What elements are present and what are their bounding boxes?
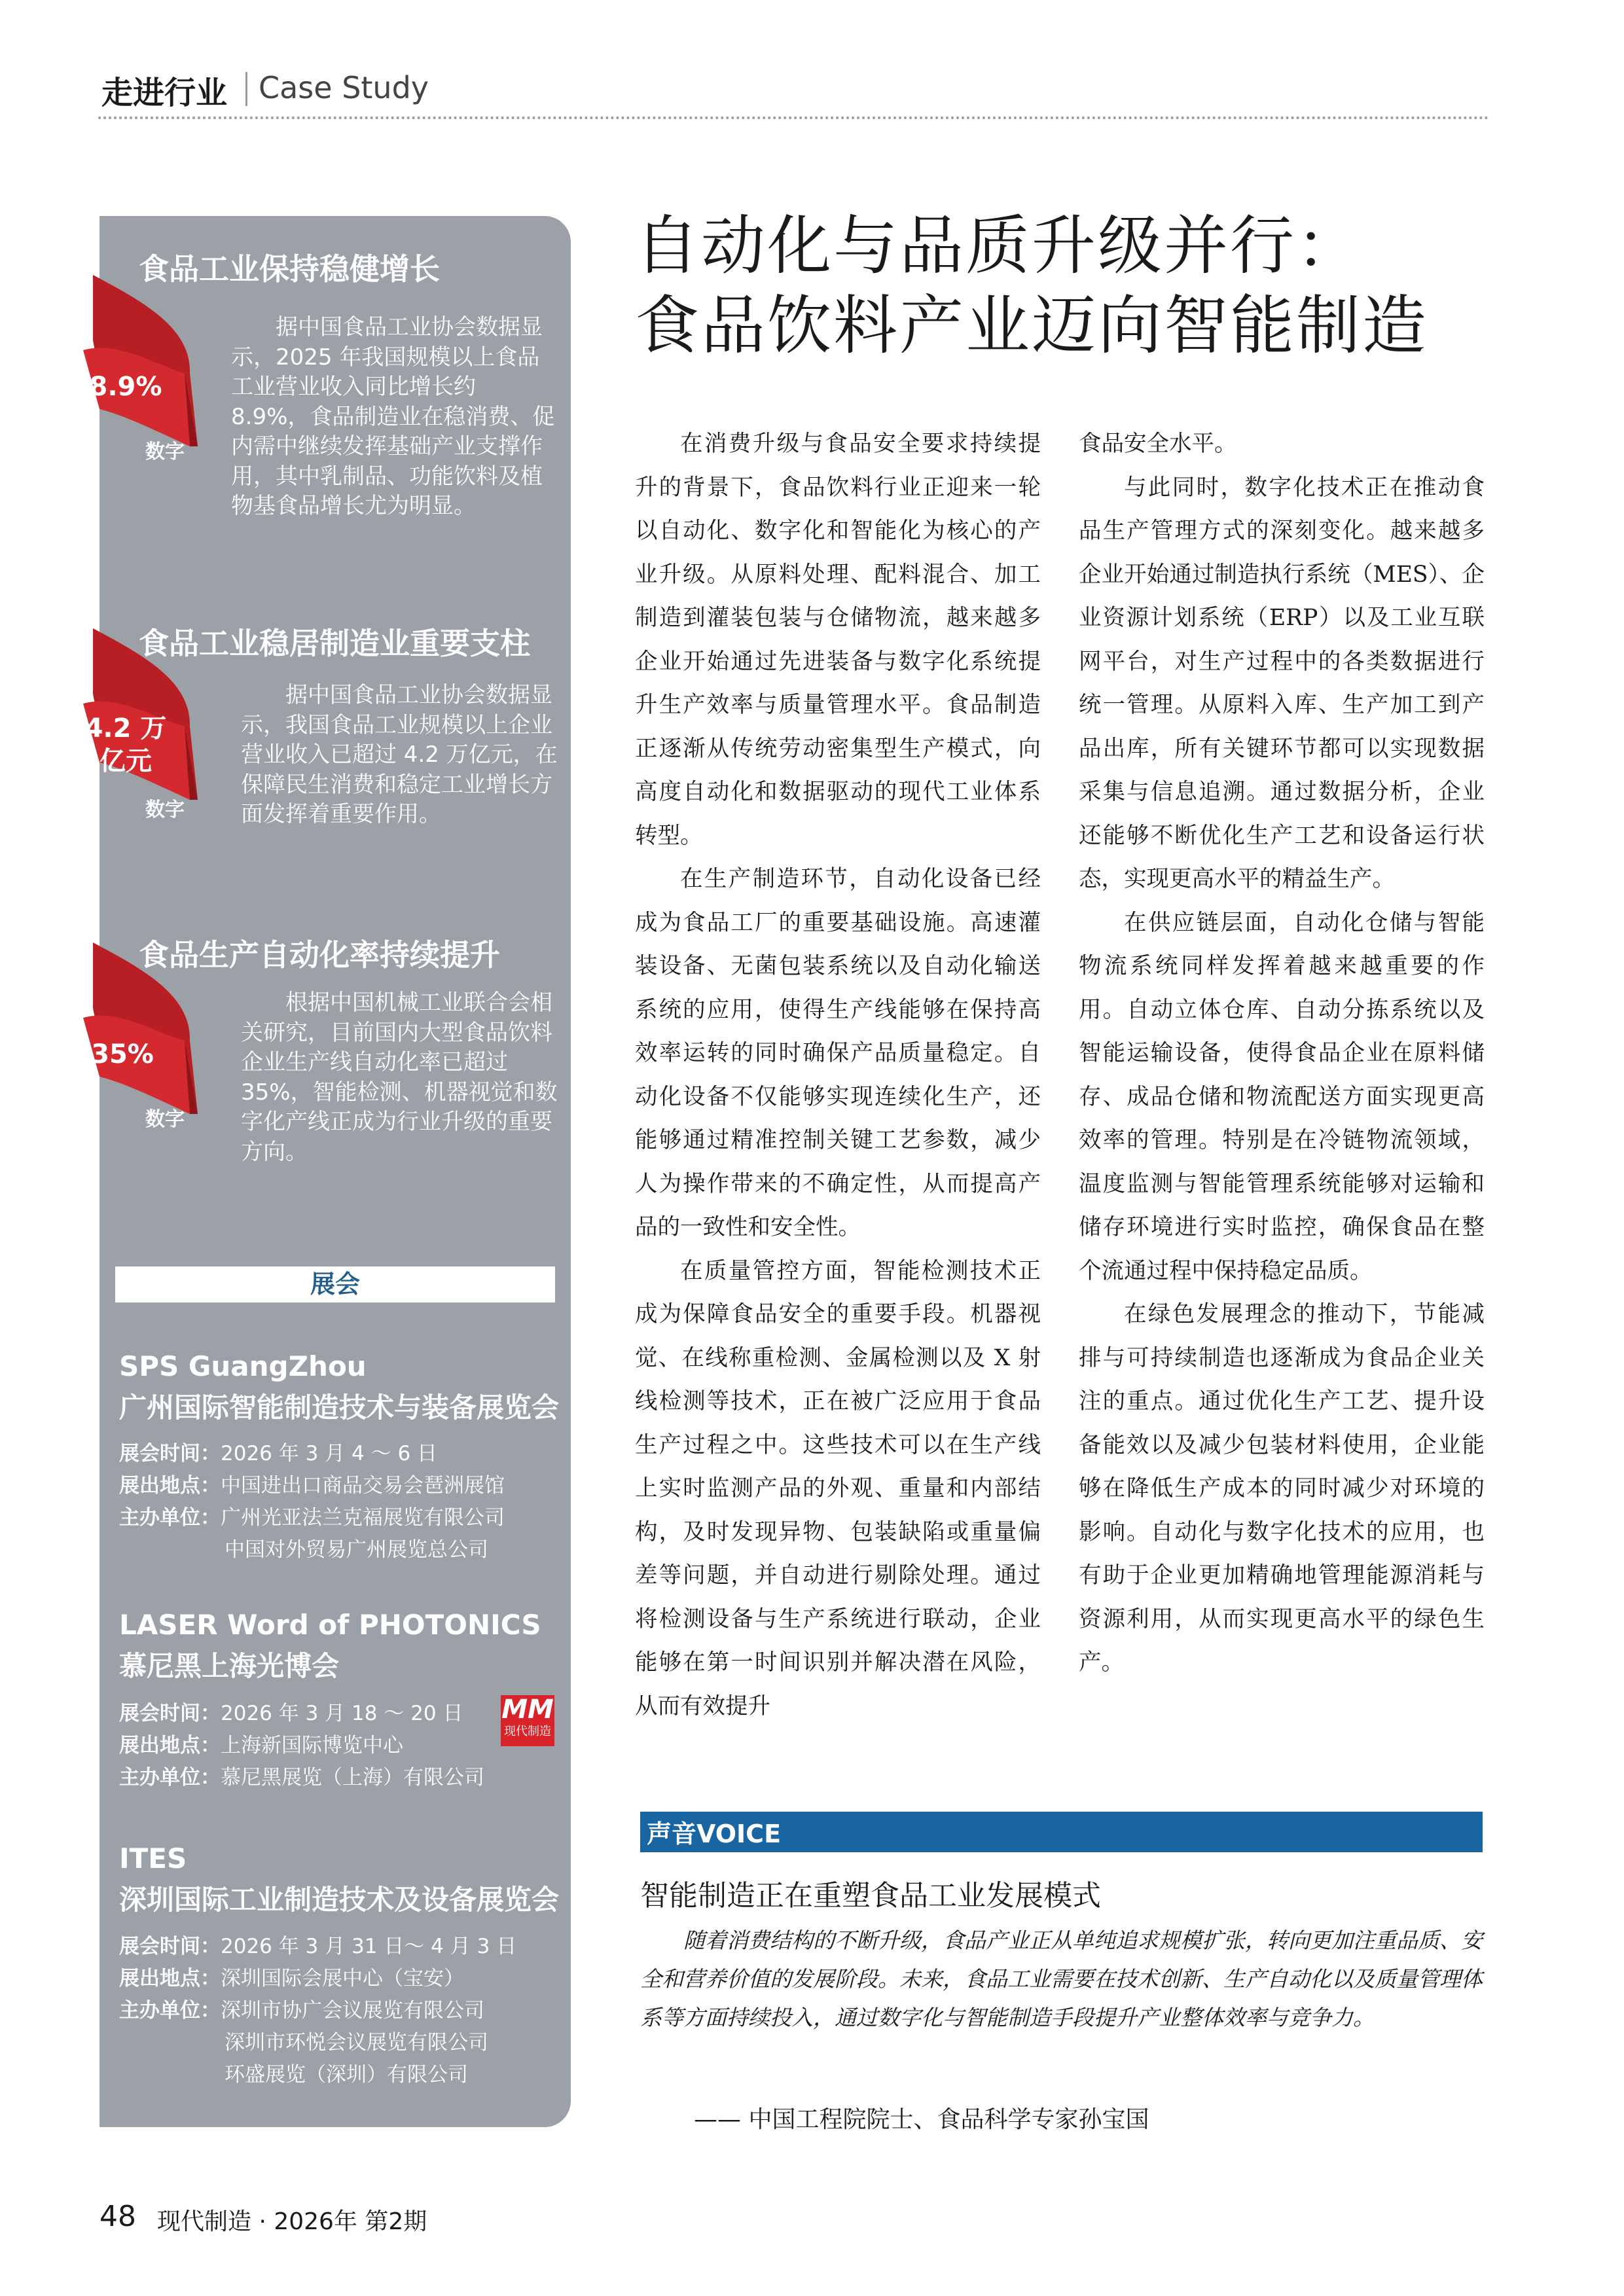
article-title-line1: 自动化与品质升级并行：	[635, 209, 1363, 283]
expo-organizer-value: 深圳市协广会议展览有限公司	[221, 1999, 484, 2022]
ribbon-icon	[80, 275, 201, 458]
fact-text: 根据中国机械工业联合会相关研究，目前国内大型食品饮料企业生产线自动化率已超过 35%，智能检测、机器视觉和数字化产线正成为行业升级的重要方向。	[241, 990, 558, 1165]
header-separator	[245, 72, 247, 106]
article-paragraph: 在质量管控方面，智能检测技术正成为保障食品安全的重要手段。机器视觉、在线称重检测、金属检测以及 X 射线检测等技术，正在被广泛应用于食品生产过程之中。这些技术可以在生产线上实时监测产品的外观、重量和内部结构，及时发现异物、包装缺陷或重量偏差等问题，并自动进行剔除处理。通过将检测设备与生产系统进行联动，企业能够在第一时间识别并解决潜在风险，从而有效提升	[635, 1257, 1041, 1719]
red-ribbon-badge	[80, 275, 201, 463]
expo-organizer-label: 主办单位：	[119, 1506, 221, 1530]
section-subtitle: Case Study	[259, 70, 429, 105]
expo-organizer-3: 环盛展览（深圳）有限公司	[225, 2063, 468, 2087]
expo-venue-value: 深圳国际会展中心（宝安）	[221, 1967, 464, 1990]
expo-time	[119, 1696, 463, 1726]
fact-number-line2: 亿元	[99, 746, 152, 776]
article-paragraph-continued: 食品安全水平。	[1079, 431, 1237, 457]
fact-number-line1: 4.2 万	[84, 713, 167, 744]
article-paragraph: 在消费升级与食品安全要求持续提升的背景下，食品饮料行业正迎来一轮以自动化、数字化和智能化为核心的产业升级。从原料处理、配料混合、加工制造到灌装包装与仓储物流，越来越多企业开始通过先进装备与数字化系统提升生产效率与质量管理水平。食品制造正逐渐从传统劳动密集型生产模式，向高度自动化和数据驱动的现代工业体系转型。	[635, 431, 1041, 849]
expo-organizer-label: 主办单位：	[119, 1999, 221, 2022]
fact-title: 食品工业稳居制造业重要支柱	[139, 626, 530, 661]
voice-quote: 随着消费结构的不断升级，食品产业正从单纯追求规模扩张，转向更加注重品质、安全和营养价值的发展阶段。未来，食品工业需要在技术创新、生产自动化以及质量管理体系等方面持续投入，通过数字化与智能制造手段提升产业整体效率与竞争力。	[640, 1928, 1483, 2030]
fact-title: 食品工业保持稳健增长	[139, 251, 440, 287]
page-number: 48	[99, 2200, 136, 2233]
fact-number: 35%	[91, 1039, 154, 1069]
fact-text: 据中国食品工业协会数据显示，2025 年我国规模以上食品工业营业收入同比增长约 8.9%，食品制造业在稳消费、促内需中继续发挥基础产业支撑作用，其中乳制品、功能饮料及植物基食品增长尤为明显。	[231, 314, 555, 519]
logo-subtitle: 现代制造	[504, 1725, 551, 1738]
fact-tag: 数字	[145, 1108, 185, 1131]
header-divider	[98, 117, 1489, 119]
expo-time	[119, 1437, 437, 1466]
logo-mark: MM	[501, 1695, 554, 1725]
expo-venue-label: 展出地点：	[119, 1474, 221, 1498]
magazine-issue: 现代制造 · 2026年 第2期	[157, 2208, 427, 2235]
expo-time-value: 2026 年 3 月 31 日～ 4 月 3 日	[221, 1935, 517, 1958]
section-title: 走进行业	[101, 75, 228, 111]
expo-time-value: 2026 年 3 月 18 ～ 20 日	[221, 1702, 463, 1725]
ribbon-icon	[80, 942, 201, 1126]
voice-author: —— 中国工程院院士、食品科学专家孙宝国	[694, 2106, 1149, 2133]
expo-name-cn: 广州国际智能制造技术与装备展览会	[119, 1391, 560, 1424]
expo-organizer-label: 主办单位：	[119, 1766, 221, 1789]
article-paragraph: 在供应链层面，自动化仓储与智能物流系统同样发挥着越来越重要的作用。自动立体仓库、自动分拣系统以及智能运输设备，使得食品企业在原料储存、成品仓储和物流配送方面实现更高效率的管理。特别是在冷链物流领域，温度监测与智能管理系统能够对运输和储存环境进行实时监控，确保食品在整个流通过程中保持稳定品质。	[1079, 909, 1485, 1284]
voice-label: 声音VOICE	[647, 1820, 782, 1848]
expo-name-en: SPS GuangZhou	[119, 1350, 367, 1382]
red-ribbon-badge	[80, 942, 201, 1131]
magazine-logo	[501, 1695, 554, 1746]
expo-venue	[119, 1729, 403, 1758]
expo-time	[119, 1929, 516, 1959]
expo-time-label: 展会时间：	[119, 1442, 221, 1465]
expo-organizer	[119, 1994, 484, 2023]
fact-tag: 数字	[145, 440, 185, 463]
fact-title: 食品生产自动化率持续提升	[139, 937, 500, 973]
expo-organizer-value: 慕尼黑展览（上海）有限公司	[221, 1766, 484, 1789]
article-title	[635, 206, 1428, 366]
article-title-line2: 食品饮料产业迈向智能制造	[635, 289, 1429, 363]
expo-heading: 展会	[115, 1266, 555, 1302]
expo-venue-label: 展出地点：	[119, 1967, 221, 1990]
article-column-2	[1079, 422, 1485, 1685]
expo-name-en: LASER Word of PHOTONICS	[119, 1609, 541, 1641]
expo-organizer-value: 广州光亚法兰克福展览有限公司	[221, 1506, 505, 1530]
article-column-1	[635, 422, 1041, 1728]
expo-name-en: ITES	[119, 1842, 187, 1874]
expo-organizer-2: 深圳市环悦会议展览有限公司	[225, 2031, 488, 2054]
fact-number: 8.9%	[89, 372, 162, 402]
fact-tag: 数字	[145, 798, 185, 821]
expo-venue-value: 上海新国际博览中心	[221, 1734, 403, 1757]
expo-organizer	[119, 1501, 505, 1530]
expo-venue	[119, 1469, 505, 1498]
expo-venue	[119, 1962, 464, 1991]
expo-venue-label: 展出地点：	[119, 1734, 221, 1757]
expo-organizer-2: 中国对外贸易广州展览总公司	[225, 1538, 488, 1562]
fact-number	[80, 712, 171, 778]
expo-venue-value: 中国进出口商品交易会琶洲展馆	[221, 1474, 505, 1498]
voice-title: 智能制造正在重塑食品工业发展模式	[640, 1879, 1101, 1912]
expo-name-cn: 深圳国际工业制造技术及设备展览会	[119, 1884, 560, 1916]
article-paragraph: 在生产制造环节，自动化设备已经成为食品工厂的重要基础设施。高速灌装设备、无菌包装系统以及自动化输送系统的应用，使得生产线能够在保持高效率运转的同时确保产品质量稳定。自动化设备不仅能够实现连续化生产，还能够通过精准控制关键工艺参数，减少人为操作带来的不确定性，从而提高产品的一致性和安全性。	[635, 866, 1041, 1240]
expo-organizer	[119, 1761, 484, 1790]
red-ribbon-badge	[80, 628, 201, 821]
expo-time-value: 2026 年 3 月 4 ～ 6 日	[221, 1442, 438, 1465]
expo-time-label: 展会时间：	[119, 1702, 221, 1725]
expo-name-cn: 慕尼黑上海光博会	[119, 1650, 340, 1682]
article-paragraph: 与此同时，数字化技术正在推动食品生产管理方式的深刻变化。越来越多企业开始通过制造执行系统（MES）、企业资源计划系统（ERP）以及工业互联网平台，对生产过程中的各类数据进行统一管理。从原料入库、生产加工到产品出库，所有关键环节都可以实现数据采集与信息追溯。通过数据分析，企业还能够不断优化生产工艺和设备运行状态，实现更高水平的精益生产。	[1079, 474, 1485, 892]
fact-text: 据中国食品工业协会数据显示，我国食品工业规模以上企业营业收入已超过 4.2 万亿元，在保障民生消费和稳定工业增长方面发挥着重要作用。	[241, 682, 558, 827]
article-paragraph: 在绿色发展理念的推动下，节能减排与可持续制造也逐渐成为食品企业关注的重点。通过优化生产工艺、提升设备能效以及减少包装材料使用，企业能够在降低生产成本的同时减少对环境的影响。自动化与数字化技术的应用，也有助于企业更加精确地管理能源消耗与资源利用，从而实现更高水平的绿色生产。	[1079, 1301, 1485, 1676]
expo-time-label: 展会时间：	[119, 1935, 221, 1958]
